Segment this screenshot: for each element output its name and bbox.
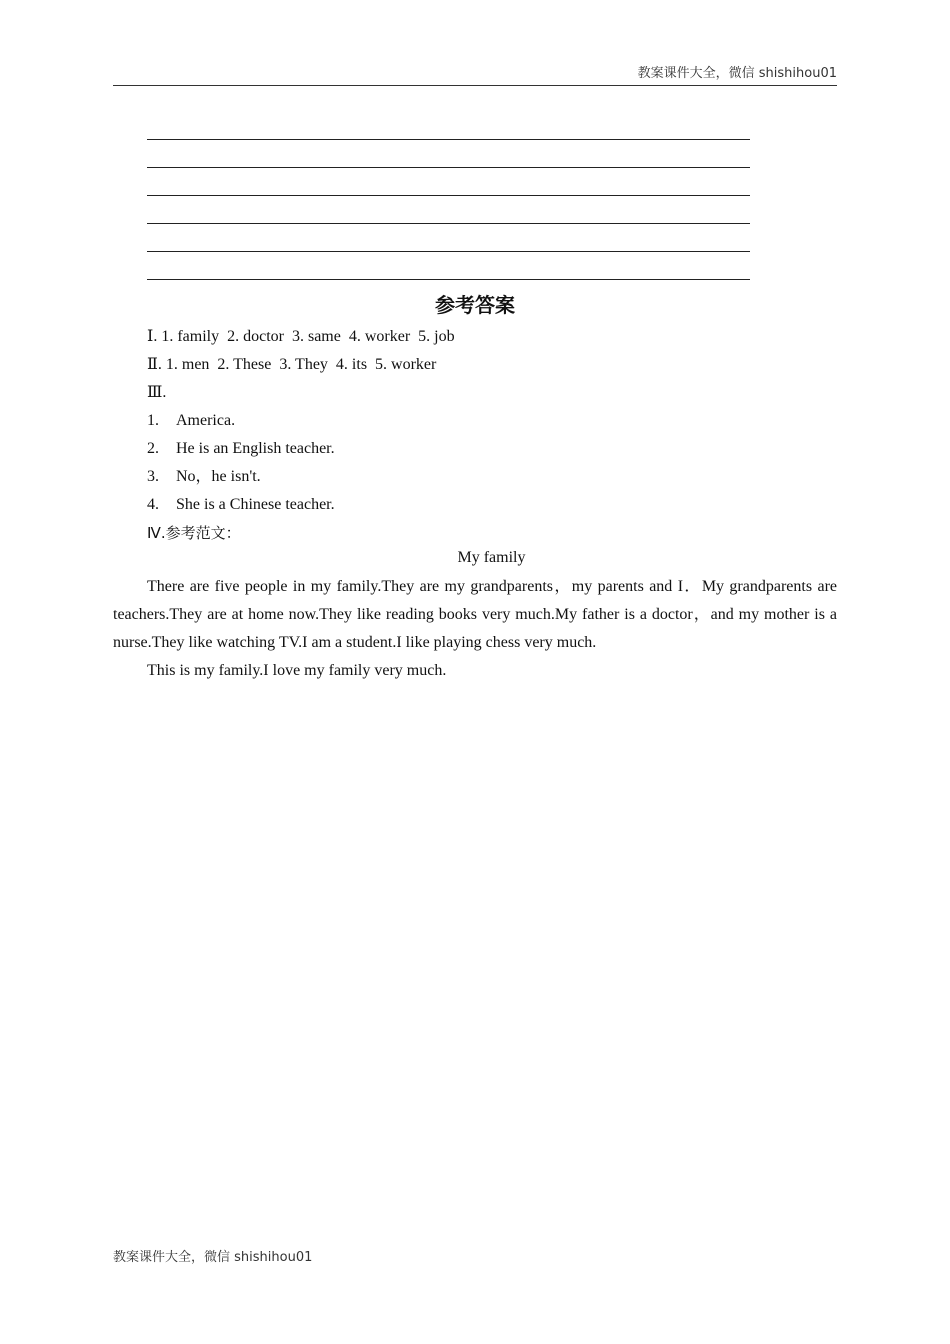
answer-title: 参考答案 xyxy=(435,293,515,317)
list-item xyxy=(147,439,335,459)
writing-line-5 xyxy=(147,251,750,252)
list-item-text: No，he isn't. xyxy=(176,468,261,485)
list-item-number: 4. xyxy=(147,496,159,513)
list-item xyxy=(147,467,261,487)
writing-line-2 xyxy=(147,167,750,168)
list-item-number: 3. xyxy=(147,468,159,485)
list-item-text: She is a Chinese teacher. xyxy=(176,496,335,513)
essay-title: My family xyxy=(457,549,526,566)
writing-line-3 xyxy=(147,195,750,196)
list-item-number: 2. xyxy=(147,440,159,457)
essay-paragraph-1: There are five people in my family.They are my grandparents，my parents and I．My grandparents are teachers.They are at home now.They like reading books very much.My father is a doctor，and my mother is a nurse.They like watching TV.I am a student.I like playing chess very much. xyxy=(113,578,837,651)
list-item-text: America. xyxy=(176,412,236,429)
writing-line-6 xyxy=(147,279,750,280)
list-item xyxy=(147,495,335,515)
page-footer: 教案课件大全，微信 shishihou01 xyxy=(113,1250,313,1265)
section-3-label: Ⅲ. xyxy=(147,384,167,401)
section-4-label: Ⅳ.参考范文： xyxy=(147,524,241,542)
section-2-answers: Ⅱ. 1. men 2. These 3. They 4. its 5. worker xyxy=(147,356,437,373)
list-item xyxy=(147,411,235,431)
list-item-number: 1. xyxy=(147,412,159,429)
page-header: 教案课件大全，微信 shishihou01 xyxy=(113,64,837,86)
writing-line-1 xyxy=(147,139,750,140)
list-item-text: He is an English teacher. xyxy=(176,440,335,457)
section-1-answers: Ⅰ. 1. family 2. doctor 3. same 4. worker 5. job xyxy=(147,328,455,345)
writing-line-4 xyxy=(147,223,750,224)
essay-paragraph-2: This is my family.I love my family very much. xyxy=(147,662,447,679)
